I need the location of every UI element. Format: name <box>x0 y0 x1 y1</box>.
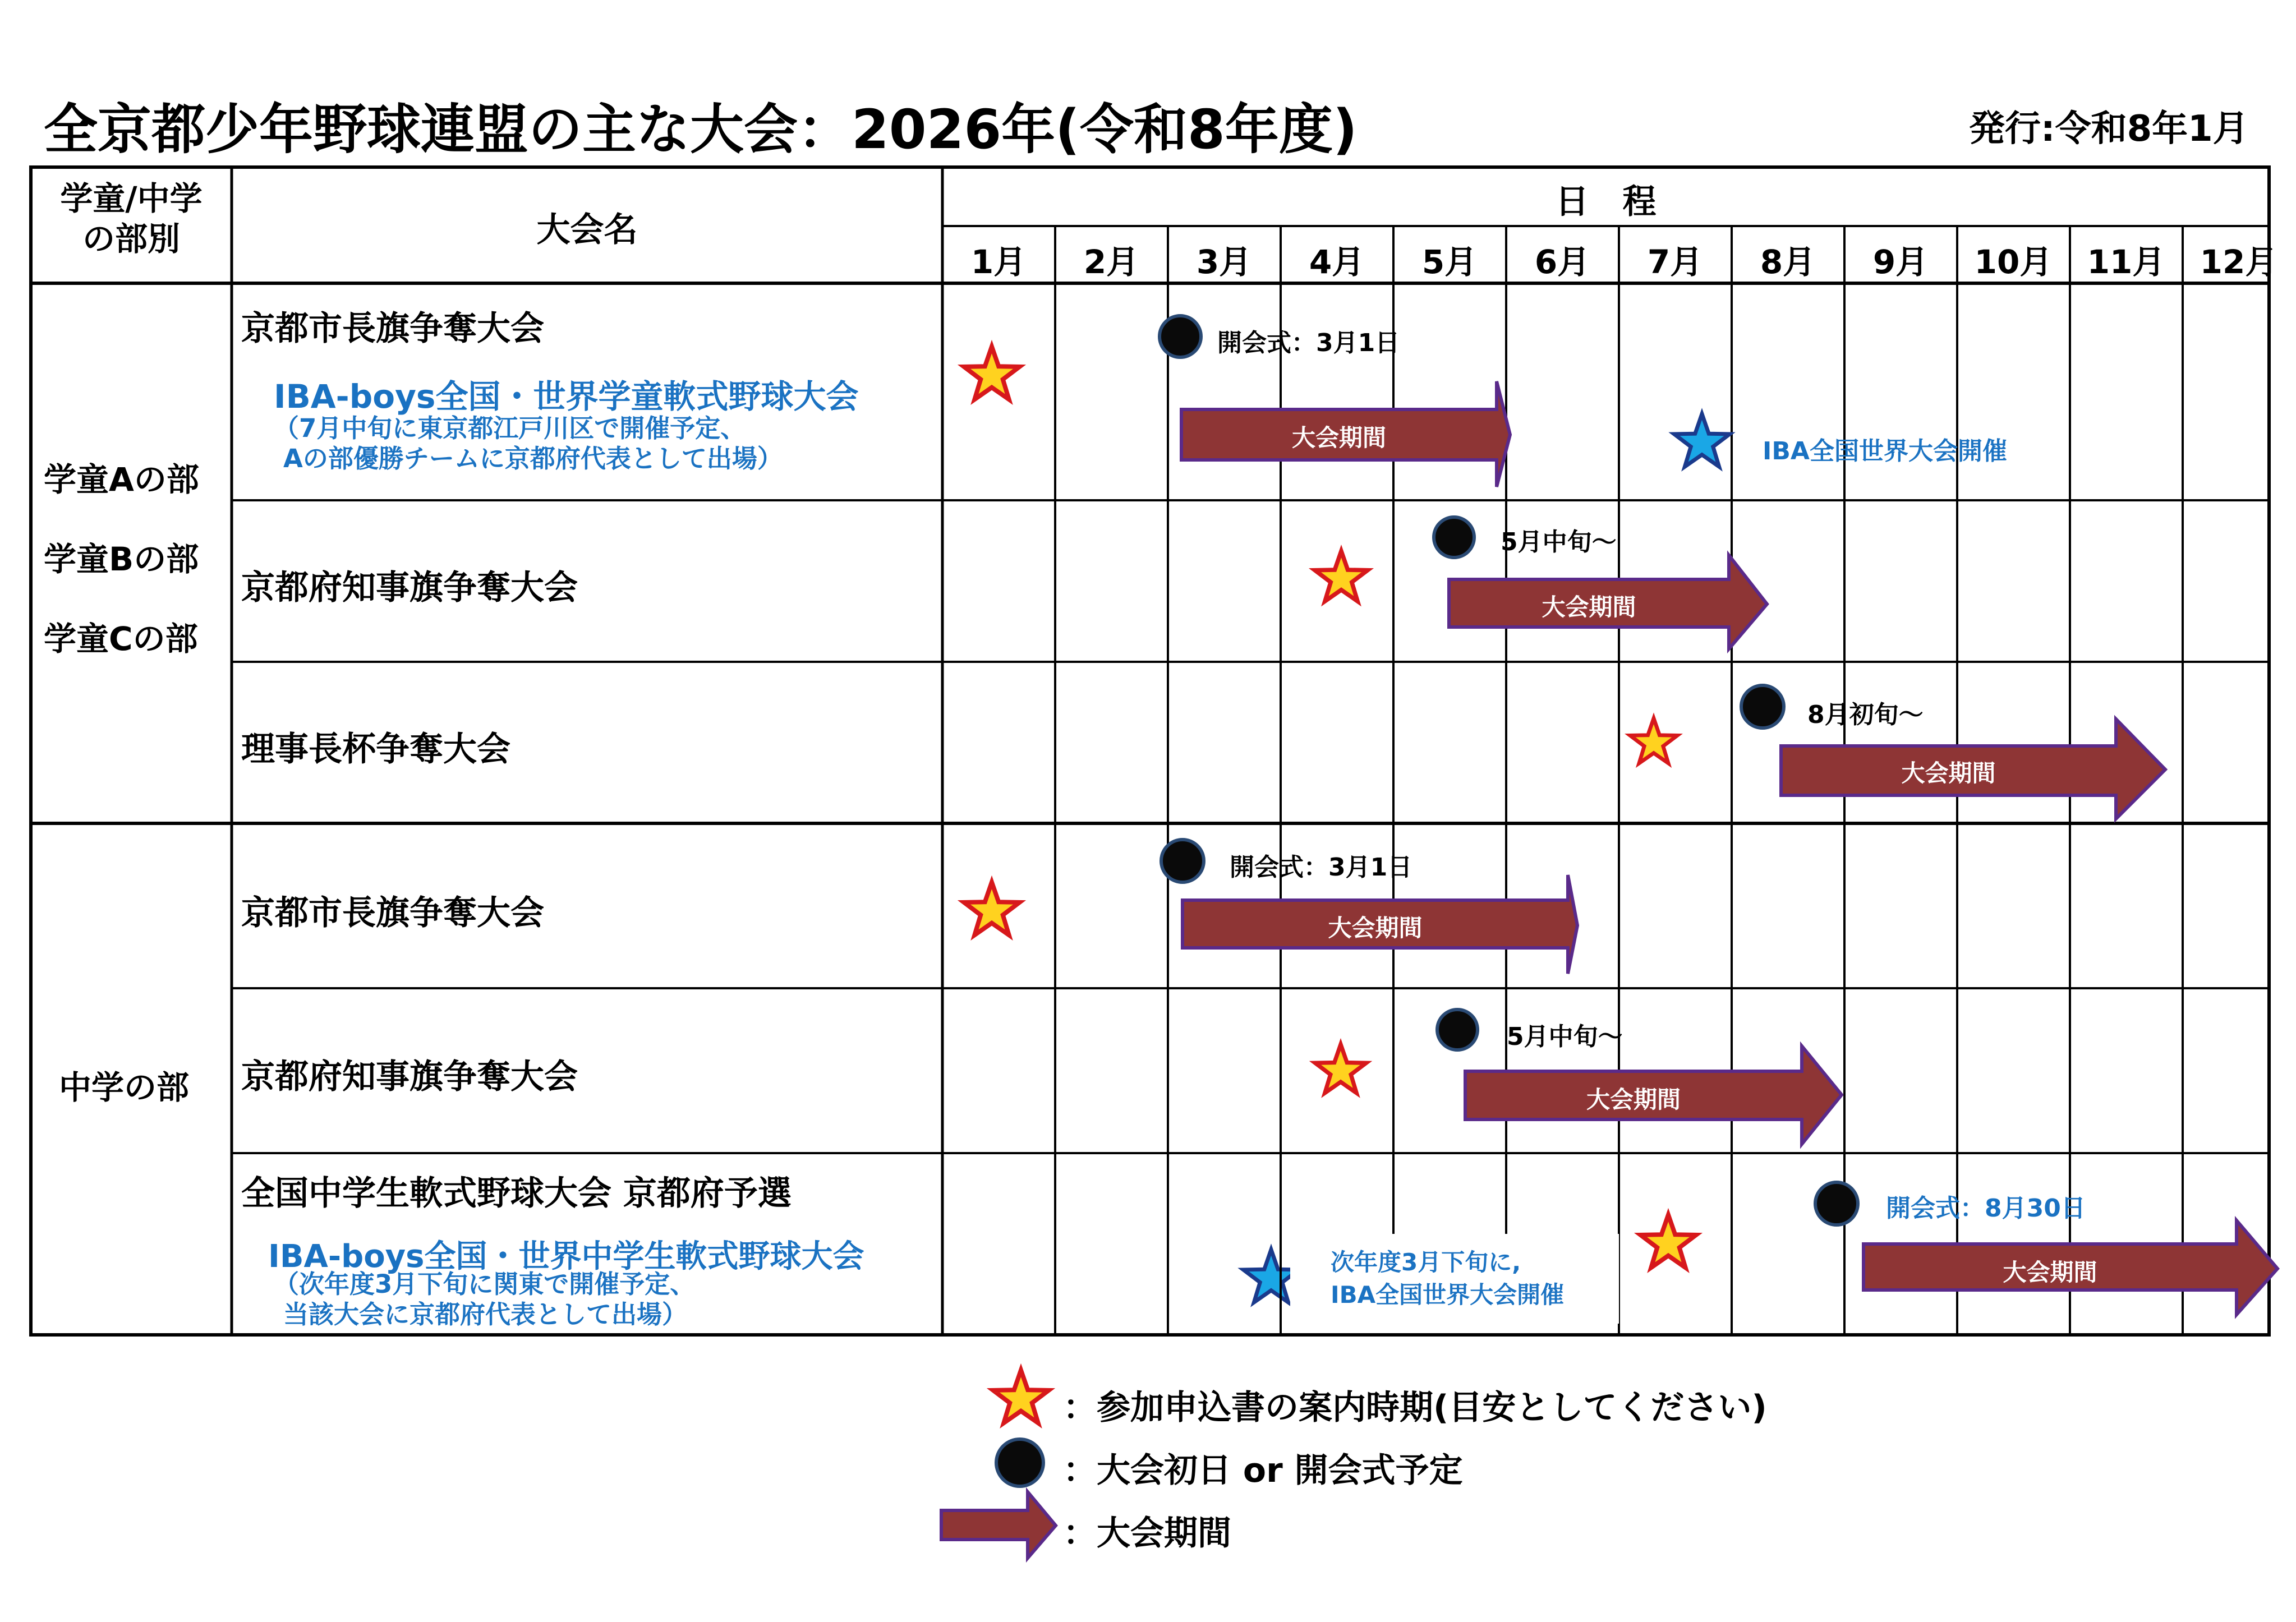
star-row4 <box>964 882 1020 935</box>
iba-note-gakudo-2: Aの部優勝チームに京都府代表として出場） <box>283 444 783 473</box>
legend-arrow <box>941 1492 1056 1558</box>
issued-date: 発行:令和8年1月 <box>1969 108 2249 150</box>
tournament-name-4: 京都市長旗争奪大会 <box>241 893 544 933</box>
header-division-line2: の部別 <box>82 220 180 258</box>
month-3: 3月 <box>1196 243 1252 281</box>
tournament-name-2: 京都府知事旗争奪大会 <box>241 568 578 607</box>
tournament-name-5: 京都府知事旗争奪大会 <box>241 1057 578 1096</box>
start-note-row3: 8月初旬～ <box>1807 701 1924 729</box>
iba-note-gakudo-1: （7月中旬に東京都江戸川区で開催予定、 <box>274 413 746 443</box>
page-title: 全京都少年野球連盟の主な大会：2026年(令和8年度) <box>44 98 1358 161</box>
legend-star-text: ：参加申込書の案内時期(目安としてください) <box>1063 1388 1767 1427</box>
period-label-row5: 大会期間 <box>1586 1086 1681 1113</box>
month-6: 6月 <box>1534 243 1590 281</box>
month-5: 5月 <box>1421 243 1478 281</box>
start-note-row5: 5月中旬～ <box>1507 1022 1623 1051</box>
division-gakudo-b: 学童Bの部 <box>44 540 199 578</box>
month-11: 11月 <box>2087 243 2165 281</box>
month-7: 7月 <box>1647 243 1703 281</box>
start-note-row2: 5月中旬～ <box>1501 528 1617 556</box>
iba-note-chugaku-1: （次年度3月下旬に関東で開催予定、 <box>274 1269 696 1299</box>
circle-row3 <box>1741 685 1784 728</box>
period-label-row6: 大会期間 <box>2003 1259 2097 1286</box>
legend-star <box>993 1370 1049 1423</box>
division-gakudo-c: 学童Cの部 <box>44 620 198 658</box>
division-chugaku: 中学の部 <box>59 1068 190 1107</box>
circle-row6 <box>1815 1182 1858 1225</box>
month-4: 4月 <box>1309 243 1365 281</box>
header-division-line1: 学童/中学 <box>60 179 203 218</box>
start-note-row1: 開会式：3月1日 <box>1217 329 1400 357</box>
header-tournament: 大会名 <box>536 210 638 250</box>
header-schedule: 日 程 <box>1555 182 1657 222</box>
star-row5 <box>1315 1044 1366 1093</box>
period-label-row3: 大会期間 <box>1901 759 1996 787</box>
month-1: 1月 <box>970 243 1027 281</box>
iba-title-chugaku: IBA-boys全国・世界中学生軟式野球大会 <box>268 1238 864 1275</box>
circle-row1 <box>1159 316 1201 357</box>
division-gakudo-a: 学童Aの部 <box>44 460 199 499</box>
period-label-row1: 大会期間 <box>1291 424 1386 451</box>
blue-star-note-row6-1: 次年度3月下旬に, <box>1331 1248 1521 1276</box>
blue-star-note-row6-2: IBA全国世界大会開催 <box>1331 1281 1565 1308</box>
period-label-row4: 大会期間 <box>1328 914 1423 942</box>
star-row6 <box>1641 1215 1696 1268</box>
legend-circle <box>996 1439 1043 1486</box>
iba-title-gakudo: IBA-boys全国・世界学童軟式野球大会 <box>274 377 859 416</box>
star-row3 <box>1630 718 1677 763</box>
circle-row5 <box>1437 1010 1478 1050</box>
circle-row2 <box>1434 517 1474 557</box>
tournament-name-6: 全国中学生軟式野球大会 京都府予選 <box>241 1174 792 1213</box>
circle-row4 <box>1161 840 1204 882</box>
tournament-name-1: 京都市長旗争奪大会 <box>241 309 544 348</box>
star-row2 <box>1315 551 1368 601</box>
legend-circle-text: ：大会初日 or 開会式予定 <box>1063 1451 1463 1490</box>
month-2: 2月 <box>1083 243 1139 281</box>
month-12: 12月 <box>2200 243 2278 281</box>
month-8: 8月 <box>1760 243 1816 281</box>
month-10: 10月 <box>1974 243 2053 281</box>
legend-arrow-text: ：大会期間 <box>1063 1514 1231 1553</box>
period-label-row2: 大会期間 <box>1542 593 1636 621</box>
start-note-row4: 開会式：3月1日 <box>1230 853 1412 882</box>
month-9: 9月 <box>1872 243 1929 281</box>
star-row1 <box>964 347 1020 399</box>
start-note-row6: 開会式：8月30日 <box>1886 1194 2086 1223</box>
blue-star-note-row1: IBA全国世界大会開催 <box>1763 437 2007 466</box>
iba-note-chugaku-2: 当該大会に京都府代表として出場） <box>283 1300 688 1329</box>
blue-star-row1 <box>1674 414 1730 467</box>
tournament-name-3: 理事長杯争奪大会 <box>241 730 510 769</box>
